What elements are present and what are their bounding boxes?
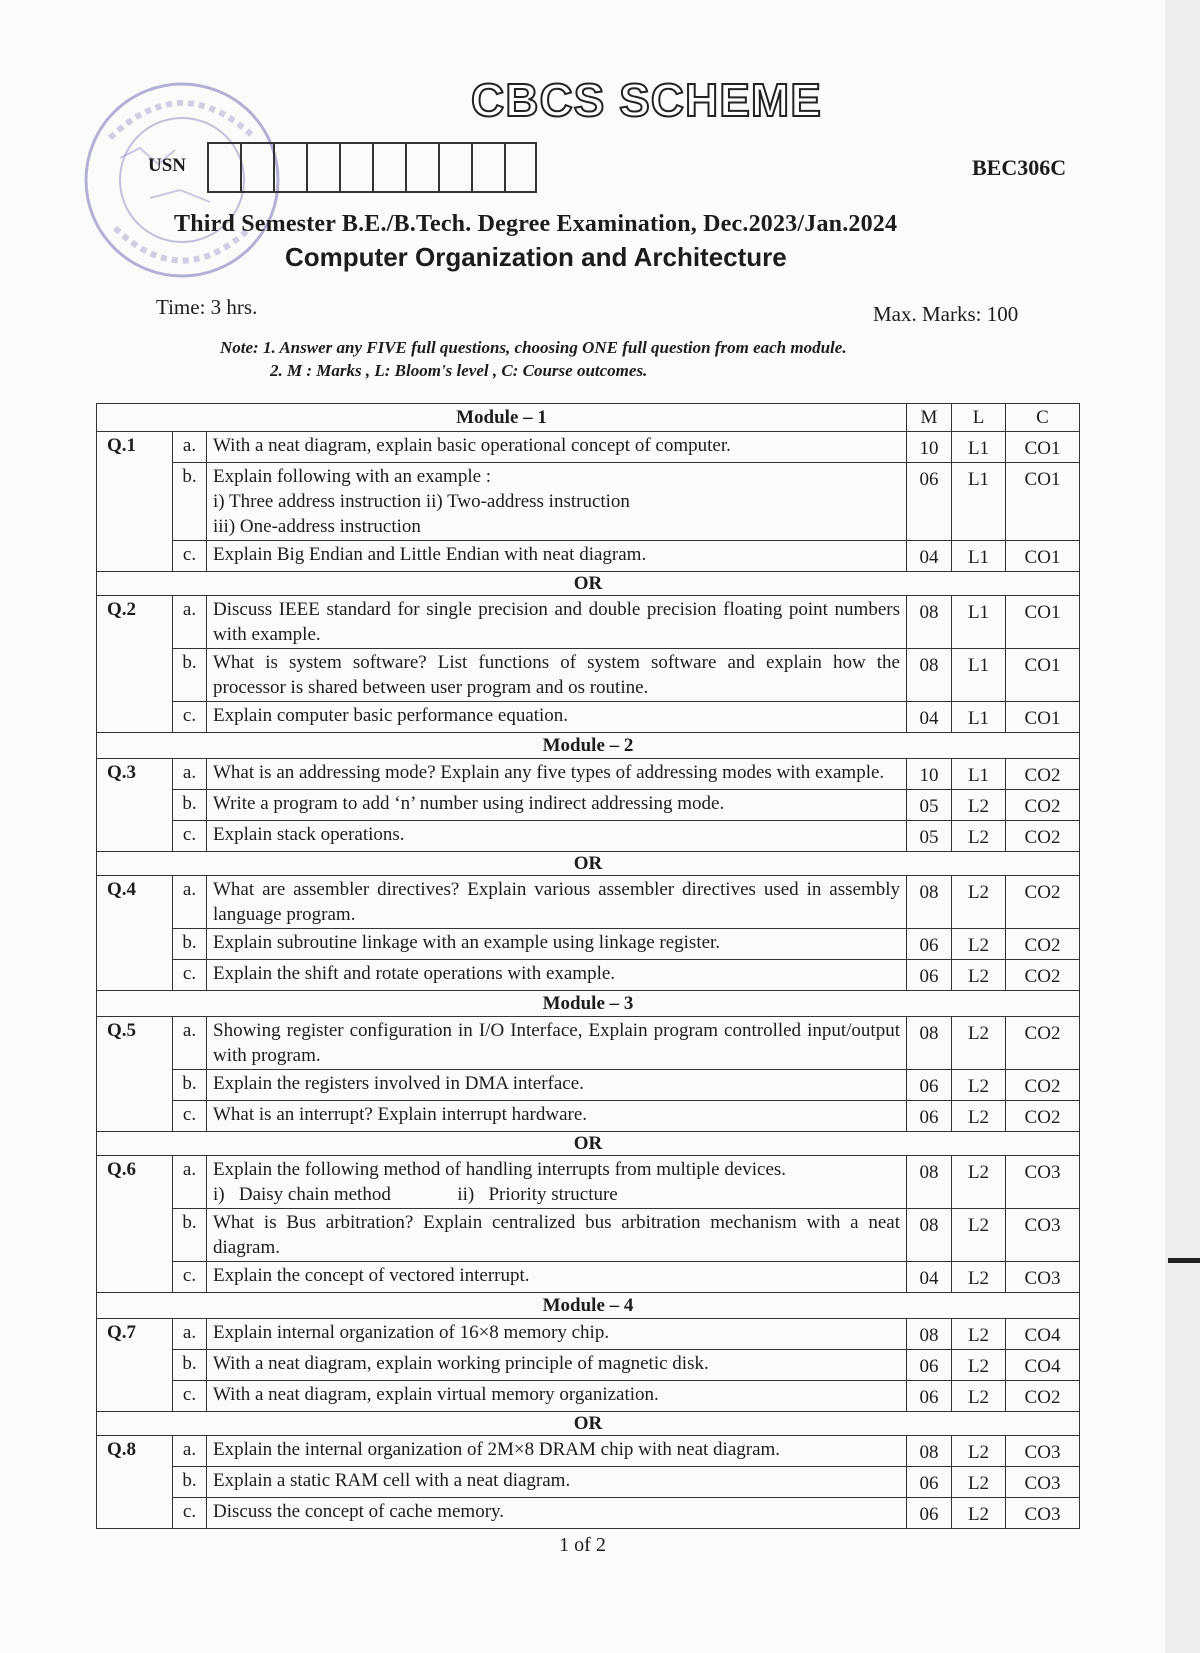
marks-cell: 08 bbox=[907, 596, 952, 649]
marks-cell: 10 bbox=[907, 432, 952, 463]
or-divider: OR bbox=[97, 572, 1080, 596]
part-label: b. bbox=[173, 1467, 207, 1498]
marks-cell: 05 bbox=[907, 821, 952, 852]
usn-box bbox=[339, 142, 372, 193]
table-row bbox=[97, 1319, 1080, 1350]
part-label: c. bbox=[173, 1262, 207, 1293]
table-row bbox=[97, 1017, 1080, 1070]
level-cell: L2 bbox=[952, 821, 1006, 852]
module-header-row bbox=[97, 733, 1080, 759]
subject-title: Computer Organization and Architecture bbox=[285, 242, 787, 272]
usn-box bbox=[471, 142, 504, 193]
usn-box bbox=[438, 142, 471, 193]
outcome-cell: CO3 bbox=[1006, 1498, 1080, 1529]
part-label: a. bbox=[173, 1017, 207, 1070]
marks-cell: 06 bbox=[907, 463, 952, 541]
module-title: Module – 4 bbox=[97, 1293, 1080, 1319]
table-row bbox=[97, 463, 1080, 541]
part-label: b. bbox=[173, 929, 207, 960]
part-label: b. bbox=[173, 463, 207, 541]
part-label: c. bbox=[173, 1381, 207, 1412]
question-text: What is system software? List functions of system software and explain how the processor is shared between user program and os routine. bbox=[207, 649, 907, 702]
outcome-cell: CO1 bbox=[1006, 649, 1080, 702]
module-title: Module – 2 bbox=[97, 733, 1080, 759]
level-cell: L1 bbox=[952, 649, 1006, 702]
level-cell: L1 bbox=[952, 596, 1006, 649]
level-cell: L2 bbox=[952, 1498, 1006, 1529]
table-row bbox=[97, 541, 1080, 572]
level-cell: L2 bbox=[952, 1319, 1006, 1350]
marks-cell: 08 bbox=[907, 876, 952, 929]
level-cell: L2 bbox=[952, 1262, 1006, 1293]
col-level-header: L bbox=[952, 404, 1006, 432]
marks-cell: 06 bbox=[907, 929, 952, 960]
outcome-cell: CO2 bbox=[1006, 790, 1080, 821]
question-number: Q.3 bbox=[97, 759, 173, 852]
marks-cell: 06 bbox=[907, 1070, 952, 1101]
outcome-cell: CO3 bbox=[1006, 1467, 1080, 1498]
outcome-cell: CO2 bbox=[1006, 876, 1080, 929]
question-text: Explain the internal organization of 2M×8 DRAM chip with neat diagram. bbox=[207, 1436, 907, 1467]
question-subtext: i) Daisy chain method ii) Priority structure bbox=[213, 1184, 618, 1205]
outcome-cell: CO1 bbox=[1006, 596, 1080, 649]
marks-cell: 08 bbox=[907, 1319, 952, 1350]
module-header-row bbox=[97, 1293, 1080, 1319]
marks-cell: 05 bbox=[907, 790, 952, 821]
scanner-edge-mark bbox=[1168, 1258, 1200, 1263]
part-label: a. bbox=[173, 1436, 207, 1467]
question-text: With a neat diagram, explain basic operational concept of computer. bbox=[207, 432, 907, 463]
question-text: Discuss the concept of cache memory. bbox=[207, 1498, 907, 1529]
table-row bbox=[97, 876, 1080, 929]
question-text: With a neat diagram, explain virtual memory organization. bbox=[207, 1381, 907, 1412]
usn-box bbox=[405, 142, 438, 193]
max-marks: Max. Marks: 100 bbox=[873, 302, 1019, 326]
outcome-cell: CO2 bbox=[1006, 1381, 1080, 1412]
outcome-cell: CO1 bbox=[1006, 541, 1080, 572]
table-row bbox=[97, 759, 1080, 790]
question-text: Explain Big Endian and Little Endian with neat diagram. bbox=[207, 541, 907, 572]
or-row bbox=[97, 852, 1080, 876]
level-cell: L2 bbox=[952, 1209, 1006, 1262]
level-cell: L2 bbox=[952, 1101, 1006, 1132]
part-label: c. bbox=[173, 821, 207, 852]
note-line-1: Note: 1. Answer any FIVE full questions, choosing ONE full question from each module. bbox=[220, 338, 847, 357]
part-label: c. bbox=[173, 1498, 207, 1529]
level-cell: L1 bbox=[952, 432, 1006, 463]
question-text-block bbox=[207, 463, 907, 541]
usn-box bbox=[240, 142, 273, 193]
table-row bbox=[97, 960, 1080, 991]
question-subtext: iii) One-address instruction bbox=[213, 516, 421, 537]
marks-cell: 08 bbox=[907, 1017, 952, 1070]
question-text: What is an interrupt? Explain interrupt hardware. bbox=[207, 1101, 907, 1132]
question-text: What is an addressing mode? Explain any five types of addressing modes with example. bbox=[207, 759, 907, 790]
marks-cell: 06 bbox=[907, 1381, 952, 1412]
table-row bbox=[97, 1209, 1080, 1262]
outcome-cell: CO3 bbox=[1006, 1262, 1080, 1293]
part-label: c. bbox=[173, 960, 207, 991]
outcome-cell: CO2 bbox=[1006, 960, 1080, 991]
part-label: c. bbox=[173, 1101, 207, 1132]
question-number: Q.2 bbox=[97, 596, 173, 733]
marks-cell: 06 bbox=[907, 1350, 952, 1381]
or-row bbox=[97, 572, 1080, 596]
level-cell: L1 bbox=[952, 759, 1006, 790]
part-label: c. bbox=[173, 541, 207, 572]
outcome-cell: CO3 bbox=[1006, 1436, 1080, 1467]
usn-box bbox=[273, 142, 306, 193]
table-row bbox=[97, 929, 1080, 960]
question-text: Explain a static RAM cell with a neat diagram. bbox=[207, 1467, 907, 1498]
usn-box bbox=[504, 142, 537, 193]
table-row bbox=[97, 1262, 1080, 1293]
module-title: Module – 1 bbox=[97, 404, 907, 432]
outcome-cell: CO3 bbox=[1006, 1156, 1080, 1209]
question-text: Explain following with an example : bbox=[213, 466, 492, 487]
marks-cell: 06 bbox=[907, 1101, 952, 1132]
part-label: a. bbox=[173, 759, 207, 790]
part-label: a. bbox=[173, 1156, 207, 1209]
table-row bbox=[97, 432, 1080, 463]
col-marks-header: M bbox=[907, 404, 952, 432]
outcome-cell: CO2 bbox=[1006, 759, 1080, 790]
or-divider: OR bbox=[97, 1132, 1080, 1156]
table-row bbox=[97, 1350, 1080, 1381]
outcome-cell: CO2 bbox=[1006, 929, 1080, 960]
question-number: Q.1 bbox=[97, 432, 173, 572]
level-cell: L2 bbox=[952, 790, 1006, 821]
or-row bbox=[97, 1132, 1080, 1156]
subject-code: BEC306C bbox=[972, 155, 1067, 180]
marks-cell: 08 bbox=[907, 1436, 952, 1467]
part-label: b. bbox=[173, 1070, 207, 1101]
usn-entry-boxes bbox=[207, 142, 537, 193]
part-label: b. bbox=[173, 1209, 207, 1262]
module-header-row bbox=[97, 991, 1080, 1017]
marks-cell: 04 bbox=[907, 541, 952, 572]
question-text: Explain subroutine linkage with an example using linkage register. bbox=[207, 929, 907, 960]
question-number: Q.4 bbox=[97, 876, 173, 991]
part-label: a. bbox=[173, 1319, 207, 1350]
part-label: c. bbox=[173, 702, 207, 733]
level-cell: L1 bbox=[952, 541, 1006, 572]
table-row bbox=[97, 702, 1080, 733]
question-text: Write a program to add ‘n’ number using indirect addressing mode. bbox=[207, 790, 907, 821]
question-text: Explain stack operations. bbox=[207, 821, 907, 852]
question-text: Explain the following method of handling interrupts from multiple devices. bbox=[213, 1159, 787, 1180]
outcome-cell: CO4 bbox=[1006, 1350, 1080, 1381]
usn-box bbox=[372, 142, 405, 193]
marks-cell: 08 bbox=[907, 1209, 952, 1262]
question-text: What are assembler directives? Explain various assembler directives used in assembly language program. bbox=[207, 876, 907, 929]
question-text: Showing register configuration in I/O Interface, Explain program controlled input/output with program. bbox=[207, 1017, 907, 1070]
usn-label: USN bbox=[148, 155, 187, 176]
question-text: Explain internal organization of 16×8 memory chip. bbox=[207, 1319, 907, 1350]
table-row bbox=[97, 821, 1080, 852]
part-label: b. bbox=[173, 649, 207, 702]
question-text: Explain computer basic performance equation. bbox=[207, 702, 907, 733]
table-row bbox=[97, 649, 1080, 702]
marks-cell: 06 bbox=[907, 1498, 952, 1529]
question-text: Explain the shift and rotate operations with example. bbox=[207, 960, 907, 991]
marks-cell: 08 bbox=[907, 1156, 952, 1209]
question-text: What is Bus arbitration? Explain centralized bus arbitration mechanism with a neat diagram. bbox=[207, 1209, 907, 1262]
table-row bbox=[97, 1156, 1080, 1209]
marks-cell: 04 bbox=[907, 702, 952, 733]
question-number: Q.5 bbox=[97, 1017, 173, 1132]
usn-box bbox=[207, 142, 240, 193]
level-cell: L2 bbox=[952, 1467, 1006, 1498]
table-row bbox=[97, 1467, 1080, 1498]
scheme-title: CBCS SCHEME bbox=[471, 74, 822, 126]
or-row bbox=[97, 1412, 1080, 1436]
part-label: a. bbox=[173, 876, 207, 929]
part-label: b. bbox=[173, 1350, 207, 1381]
usn-box bbox=[306, 142, 339, 193]
question-text: With a neat diagram, explain working principle of magnetic disk. bbox=[207, 1350, 907, 1381]
table-row bbox=[97, 790, 1080, 821]
outcome-cell: CO2 bbox=[1006, 1070, 1080, 1101]
level-cell: L1 bbox=[952, 702, 1006, 733]
question-text: Explain the registers involved in DMA interface. bbox=[207, 1070, 907, 1101]
question-subtext: i) Three address instruction ii) Two-address instruction bbox=[213, 491, 630, 512]
table-row bbox=[97, 1436, 1080, 1467]
col-outcome-header: C bbox=[1006, 404, 1080, 432]
question-number: Q.8 bbox=[97, 1436, 173, 1529]
outcome-cell: CO2 bbox=[1006, 1101, 1080, 1132]
outcome-cell: CO1 bbox=[1006, 463, 1080, 541]
level-cell: L2 bbox=[952, 1070, 1006, 1101]
note-line-2: 2. M : Marks , L: Bloom's level , C: Course outcomes. bbox=[270, 361, 648, 380]
question-text-block bbox=[207, 1156, 907, 1209]
marks-cell: 10 bbox=[907, 759, 952, 790]
level-cell: L2 bbox=[952, 1156, 1006, 1209]
level-cell: L2 bbox=[952, 1381, 1006, 1412]
outcome-cell: CO3 bbox=[1006, 1209, 1080, 1262]
question-number: Q.6 bbox=[97, 1156, 173, 1293]
table-row bbox=[97, 1101, 1080, 1132]
or-divider: OR bbox=[97, 1412, 1080, 1436]
marks-cell: 08 bbox=[907, 649, 952, 702]
outcome-cell: CO2 bbox=[1006, 1017, 1080, 1070]
table-row bbox=[97, 596, 1080, 649]
level-cell: L1 bbox=[952, 463, 1006, 541]
module-title: Module – 3 bbox=[97, 991, 1080, 1017]
level-cell: L2 bbox=[952, 876, 1006, 929]
marks-cell: 06 bbox=[907, 960, 952, 991]
level-cell: L2 bbox=[952, 1436, 1006, 1467]
question-number: Q.7 bbox=[97, 1319, 173, 1412]
module-header-row bbox=[97, 404, 1080, 432]
table-row bbox=[97, 1070, 1080, 1101]
level-cell: L2 bbox=[952, 929, 1006, 960]
outcome-cell: CO1 bbox=[1006, 432, 1080, 463]
time-allowed: Time: 3 hrs. bbox=[156, 295, 258, 319]
scanner-edge bbox=[1165, 0, 1200, 1653]
level-cell: L2 bbox=[952, 1350, 1006, 1381]
marks-cell: 06 bbox=[907, 1467, 952, 1498]
table-row bbox=[97, 1498, 1080, 1529]
question-table bbox=[96, 403, 1080, 1529]
table-row bbox=[97, 1381, 1080, 1412]
part-label: a. bbox=[173, 596, 207, 649]
marks-cell: 04 bbox=[907, 1262, 952, 1293]
outcome-cell: CO1 bbox=[1006, 702, 1080, 733]
part-label: b. bbox=[173, 790, 207, 821]
exam-title: Third Semester B.E./B.Tech. Degree Examination, Dec.2023/Jan.2024 bbox=[174, 211, 898, 237]
question-text: Explain the concept of vectored interrupt. bbox=[207, 1262, 907, 1293]
level-cell: L2 bbox=[952, 960, 1006, 991]
outcome-cell: CO4 bbox=[1006, 1319, 1080, 1350]
part-label: a. bbox=[173, 432, 207, 463]
or-divider: OR bbox=[97, 852, 1080, 876]
page-number: 1 of 2 bbox=[559, 1534, 606, 1556]
level-cell: L2 bbox=[952, 1017, 1006, 1070]
outcome-cell: CO2 bbox=[1006, 821, 1080, 852]
question-text: Discuss IEEE standard for single precision and double precision floating point numbers with example. bbox=[207, 596, 907, 649]
